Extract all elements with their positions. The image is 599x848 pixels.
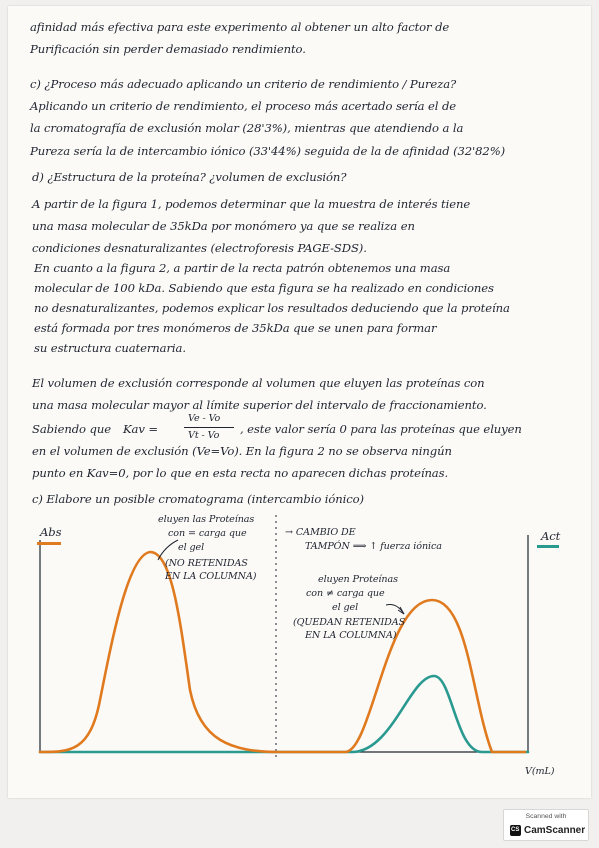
text-line: una masa molecular mayor al límite superior del intervalo de fraccionamiento. bbox=[32, 398, 487, 412]
annotation-left-line: con = carga que bbox=[168, 528, 247, 539]
text-line: A partir de la figura 1, podemos determinar que la muestra de interés tiene bbox=[32, 197, 471, 211]
act-legend-swatch bbox=[537, 545, 559, 548]
text-line: afinidad más efectiva para este experimento al obtener un alto factor de bbox=[30, 20, 450, 34]
text-line: El volumen de exclusión corresponde al volumen que eluyen las proteínas con bbox=[32, 376, 485, 390]
text-line: molecular de 100 kDa. Sabiendo que esta figura se ha realizado en condiciones bbox=[34, 281, 494, 295]
annotation-left-line: eluyen las Proteínas bbox=[158, 514, 255, 525]
abs-legend-swatch bbox=[37, 542, 61, 545]
formula-lhs: Kav = bbox=[123, 422, 159, 436]
annotation-mid-line: TAMPÓN ⟹ ↑ fuerza iónica bbox=[305, 541, 442, 552]
annotation-right-line: el gel bbox=[332, 602, 359, 613]
text-line: la cromatografía de exclusión molar (28'3%), mientras que atendiendo a la bbox=[30, 121, 464, 135]
y-right-label: Act bbox=[541, 529, 561, 543]
text-line: Purificación sin perder demasiado rendimiento. bbox=[30, 42, 306, 56]
text-line: su estructura cuaternaria. bbox=[34, 341, 186, 355]
text-line: Aplicando un criterio de rendimiento, el proceso más acertado sería el de bbox=[30, 99, 457, 113]
camscanner-logo-icon bbox=[510, 825, 521, 836]
scanned-with-text: Scanned with bbox=[525, 813, 567, 820]
annotation-right-line: con ≠ carga que bbox=[306, 588, 385, 599]
text-line: punto en Kav=0, por lo que en esta recta no aparecen dichas proteínas. bbox=[32, 466, 449, 480]
annotation-right-line: eluyen Proteínas bbox=[318, 574, 398, 585]
formula-numerator: Ve - Vo bbox=[188, 413, 221, 424]
text-line: una masa molecular de 35kDa por monómero ya que se realiza en bbox=[32, 219, 415, 233]
annotation-right-line: EN LA COLUMNA) bbox=[305, 630, 397, 641]
annotation-left-line: EN LA COLUMNA) bbox=[165, 571, 257, 582]
annotation-left-line: (NO RETENIDAS bbox=[165, 558, 248, 569]
text-line: está formada por tres monómeros de 35kDa que se unen para formar bbox=[34, 321, 437, 335]
question-c-heading: c) ¿Proceso más adecuado aplicando un criterio de rendimiento / Pureza? bbox=[30, 77, 457, 91]
text-line: en el volumen de exclusión (Ve=Vo). En la figura 2 no se observa ningún bbox=[32, 444, 452, 458]
y-left-label: Abs bbox=[40, 525, 62, 539]
text-line: no desnaturalizantes, podemos explicar los resultados deduciendo que la proteína bbox=[34, 301, 510, 315]
annotation-left-line: el gel bbox=[178, 542, 205, 553]
annotation-right-line: (QUEDAN RETENIDAS bbox=[293, 617, 406, 628]
camscanner-brand: CamScanner bbox=[524, 825, 586, 836]
question-d-heading: d) ¿Estructura de la proteína? ¿volumen de exclusión? bbox=[32, 170, 347, 184]
text-line: , este valor sería 0 para las proteínas que eluyen bbox=[240, 422, 522, 436]
annotation-mid-line: → CAMBIO DE bbox=[285, 527, 356, 538]
text-line: En cuanto a la figura 2, a partir de la recta patrón obtenemos una masa bbox=[34, 261, 451, 275]
formula-denominator: Vt - Vo bbox=[188, 430, 220, 441]
abs-curve bbox=[40, 552, 525, 752]
act-curve bbox=[40, 676, 528, 752]
text-line: Pureza sería la de intercambio iónico (33'44%) seguida de la de afinidad (32'82%) bbox=[30, 144, 506, 158]
question-c2-heading: c) Elabore un posible cromatograma (intercambio iónico) bbox=[32, 492, 364, 506]
camscanner-badge bbox=[503, 809, 589, 841]
text-line: Sabiendo que bbox=[32, 422, 111, 436]
text-line: condiciones desnaturalizantes (electroforesis PAGE-SDS). bbox=[32, 241, 367, 255]
x-axis-label: V(mL) bbox=[525, 766, 555, 777]
